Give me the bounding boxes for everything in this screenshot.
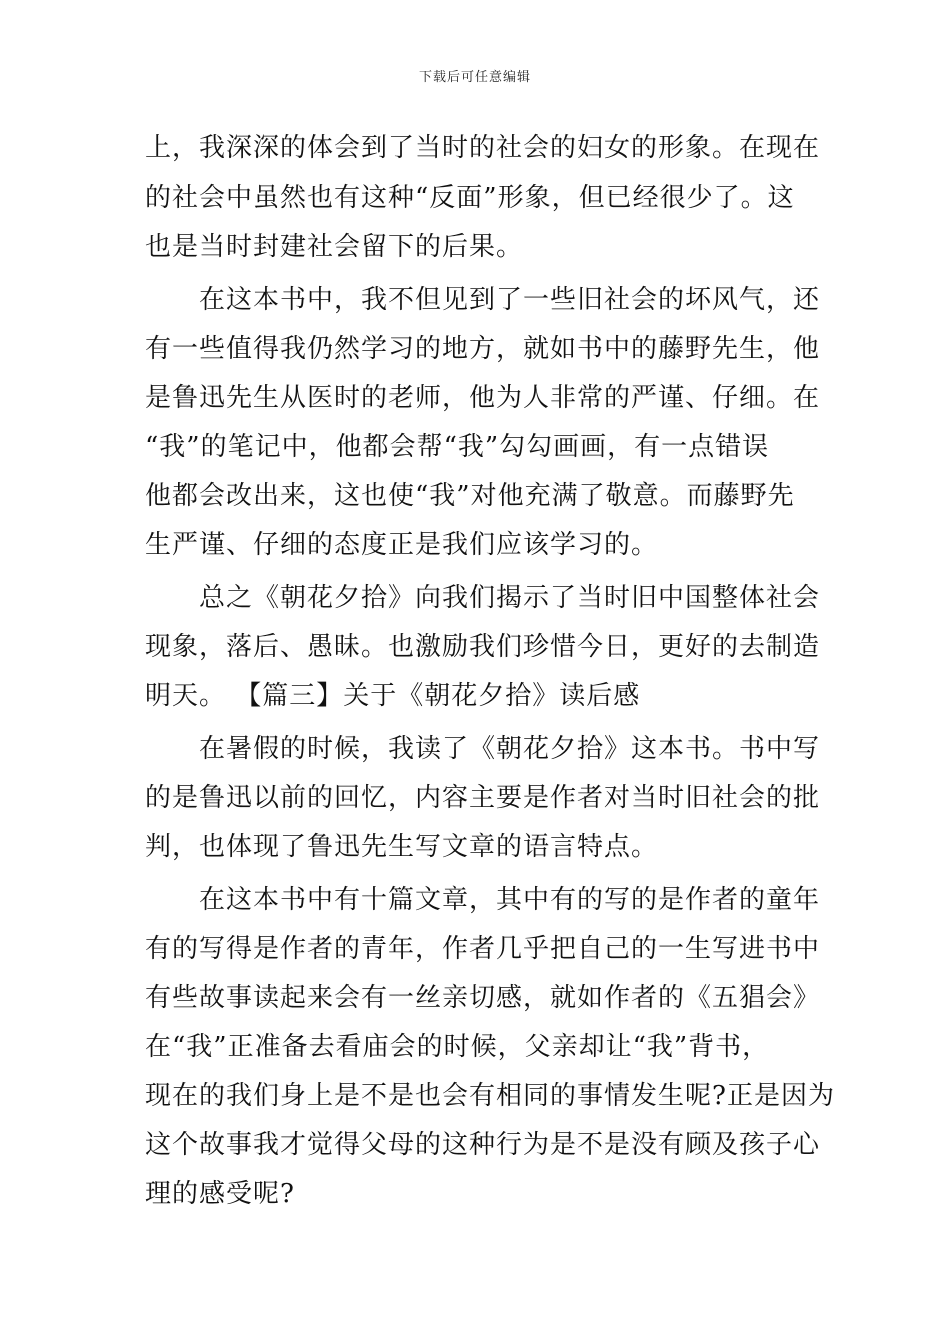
body-line: “我”的笔记中，他都会帮“我”勾勾画画，有一点错误: [145, 432, 770, 462]
body-line: 生严谨、仔细的态度正是我们应该学习的。: [145, 530, 659, 560]
body-line: 在这本书中有十篇文章，其中有的写的是作者的童年: [145, 885, 821, 915]
body-line: 是鲁迅先生从医时的老师，他为人非常的严谨、仔细。在: [145, 383, 821, 413]
page-header: 下载后可任意编辑: [418, 70, 531, 85]
body-line: 的社会中虽然也有这种“反面”形象，但已经很少了。这: [145, 183, 795, 213]
body-line: 在暑假的时候，我读了《朝花夕拾》这本书。书中写: [145, 734, 821, 764]
body-line: 他都会改出来，这也使“我”对他充满了敬意。而藤野先: [145, 481, 795, 511]
body-line: 在这本书中，我不但见到了一些旧社会的坏风气，还: [145, 285, 821, 315]
body-line: 现象，落后、愚昧。也激励我们珍惜今日，更好的去制造: [145, 632, 821, 662]
body-line: 有的写得是作者的青年，作者几乎把自己的一生写进书中: [145, 934, 821, 964]
body-line: 这个故事我才觉得父母的这种行为是不是没有顾及孩子心: [145, 1130, 821, 1160]
body-line: 在“我”正准备去看庙会的时候，父亲却让“我”背书，: [145, 1032, 770, 1062]
body-line: 有些故事读起来会有一丝亲切感，就如作者的《五猖会》: [145, 983, 821, 1013]
body-line: 明天。 【篇三】关于《朝花夕拾》读后感: [145, 681, 641, 711]
body-line: 也是当时封建社会留下的后果。: [145, 232, 524, 262]
body-line: 现在的我们身上是不是也会有相同的事情发生呢?正是因为: [145, 1081, 835, 1111]
body-line: 的是鲁迅以前的回忆，内容主要是作者对当时旧社会的批: [145, 783, 821, 813]
body-line: 总之《朝花夕拾》向我们揭示了当时旧中国整体社会: [145, 583, 821, 613]
body-line: 理的感受呢?: [145, 1179, 295, 1209]
body-line: 有一些值得我仍然学习的地方，就如书中的藤野先生，他: [145, 334, 821, 364]
body-line: 上，我深深的体会到了当时的社会的妇女的形象。在现在: [145, 133, 821, 163]
body-line: 判，也体现了鲁迅先生写文章的语言特点。: [145, 832, 659, 862]
